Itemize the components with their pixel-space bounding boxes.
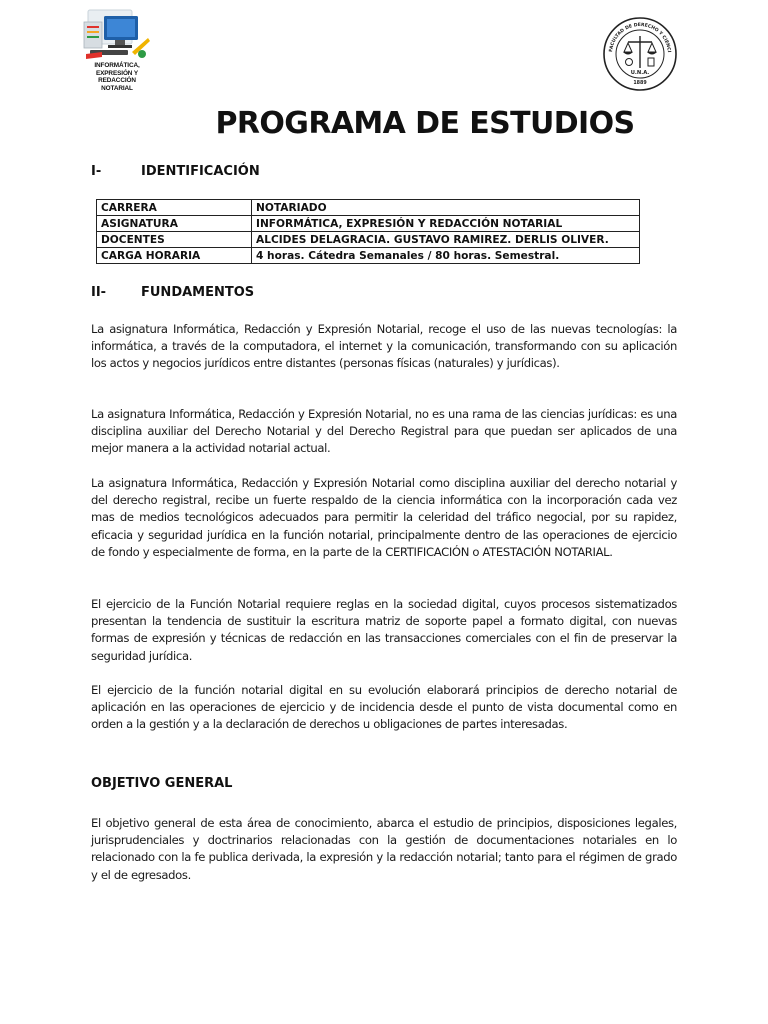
- paragraph: El ejercicio de la Función Notarial requiere reglas en la sociedad digital, cuyos procesos sistematizados presentan la tendencia de sustituir la escritura matriz de soporte papel a formato digital, con nuevas formas de expresión y técnicas de redacción en las transacciones comerciales con el fin de preservar la seguridad jurídica.: [91, 597, 677, 663]
- logo-caption-line: EXPRESIÓN Y: [95, 69, 139, 77]
- svg-text:U.N.A.: U.N.A.: [630, 70, 650, 76]
- table-key-cell: ASIGNATURA: [97, 216, 252, 232]
- course-logo: [74, 4, 160, 104]
- section-label: FUNDAMENTOS: [141, 285, 255, 300]
- page-title: PROGRAMA DE ESTUDIOS: [215, 106, 635, 141]
- table-row: [97, 248, 640, 264]
- paragraph: El objetivo general de esta área de conocimiento, abarca el estudio de principios, disposiciones legales, jurisprudenciales y doctrinarios relacionadas con la gestión de documentaciones notariales en lo relacionado con la fe publica derivada, la expresión y la redacción notarial; tanto para el régimen de grado y el de egresados.: [91, 816, 677, 882]
- section-heading-objetivo: [91, 776, 232, 791]
- table-row: [97, 232, 640, 248]
- table-key-cell: CARRERA: [97, 200, 252, 216]
- section-label: IDENTIFICACIÓN: [141, 164, 260, 179]
- logo-caption-line: REDACCIÓN: [98, 77, 136, 85]
- paragraph: La asignatura Informática, Redacción y Expresión Notarial, no es una rama de las ciencias jurídicas: es una disciplina auxiliar del Derecho Notarial y del Derecho Registral para que puedan ser aplicados de una mejor manera a la actividad notarial actual.: [91, 407, 677, 456]
- svg-text:1889: 1889: [633, 81, 647, 86]
- paragraph: La asignatura Informática, Redacción y Expresión Notarial como disciplina auxiliar del derecho notarial y del derecho registral, recibe un fuerte respaldo de la ciencia informática con la incorporación cada vez mas de medios tecnológicos adecuados para permitir la celeridad del tráfico negocial, por su rapidez, eficacia y seguridad jurídica en la función notarial, principalmente dentro de las operaciones de ejercicio de fondo y especialmente de forma, en la parte de la CERTIFICACIÓN o ATESTACIÓN NOTARIAL.: [91, 476, 677, 559]
- logo-caption: [74, 62, 160, 92]
- logo-caption-line: INFORMÁTICA,: [94, 62, 140, 69]
- table-value-cell: NOTARIADO: [252, 200, 640, 216]
- table-value-cell: ALCIDES DELAGRACIA. GUSTAVO RAMIREZ. DERLIS OLIVER.: [252, 232, 640, 248]
- section-number: I-: [91, 164, 102, 179]
- university-seal-icon: [602, 16, 678, 92]
- section-number: II-: [91, 285, 107, 300]
- table-row: [97, 200, 640, 216]
- computer-illustration-icon: [82, 8, 152, 64]
- paragraph: La asignatura Informática, Redacción y Expresión Notarial, recoge el uso de las nuevas tecnologías: la informática, a través de la computadora, el internet y la comunicación, transformando con su aplicación los actos y negocios jurídicos entre distantes (personas físicas (naturales) y jurídicas).: [91, 322, 677, 371]
- table-value-cell: 4 horas. Cátedra Semanales / 80 horas. Semestral.: [252, 248, 640, 264]
- section-heading-identificacion: [91, 164, 260, 179]
- table-key-cell: DOCENTES: [97, 232, 252, 248]
- logo-caption-line: NOTARIAL: [101, 84, 133, 92]
- identification-table: [96, 199, 640, 264]
- paragraph: El ejercicio de la función notarial digital en su evolución elaborará principios de derecho notarial de aplicación en las operaciones de ejercicio y de incidencia desde el punto de vista documental como en orden a la gestión y a la declaración de derechos u obligaciones de partes interesadas.: [91, 683, 677, 732]
- section-heading-fundamentos: [91, 285, 254, 300]
- section-label: OBJETIVO GENERAL: [91, 776, 233, 791]
- table-key-cell: CARGA HORARIA: [97, 248, 252, 264]
- table-value-cell: INFORMÁTICA, EXPRESIÓN Y REDACCIÓN NOTARIAL: [252, 216, 640, 232]
- table-row: [97, 216, 640, 232]
- svg-text:FACULTAD DE DERECHO Y CIENCIAS: FACULTAD DE DERECHO Y CIENCI: [609, 22, 671, 53]
